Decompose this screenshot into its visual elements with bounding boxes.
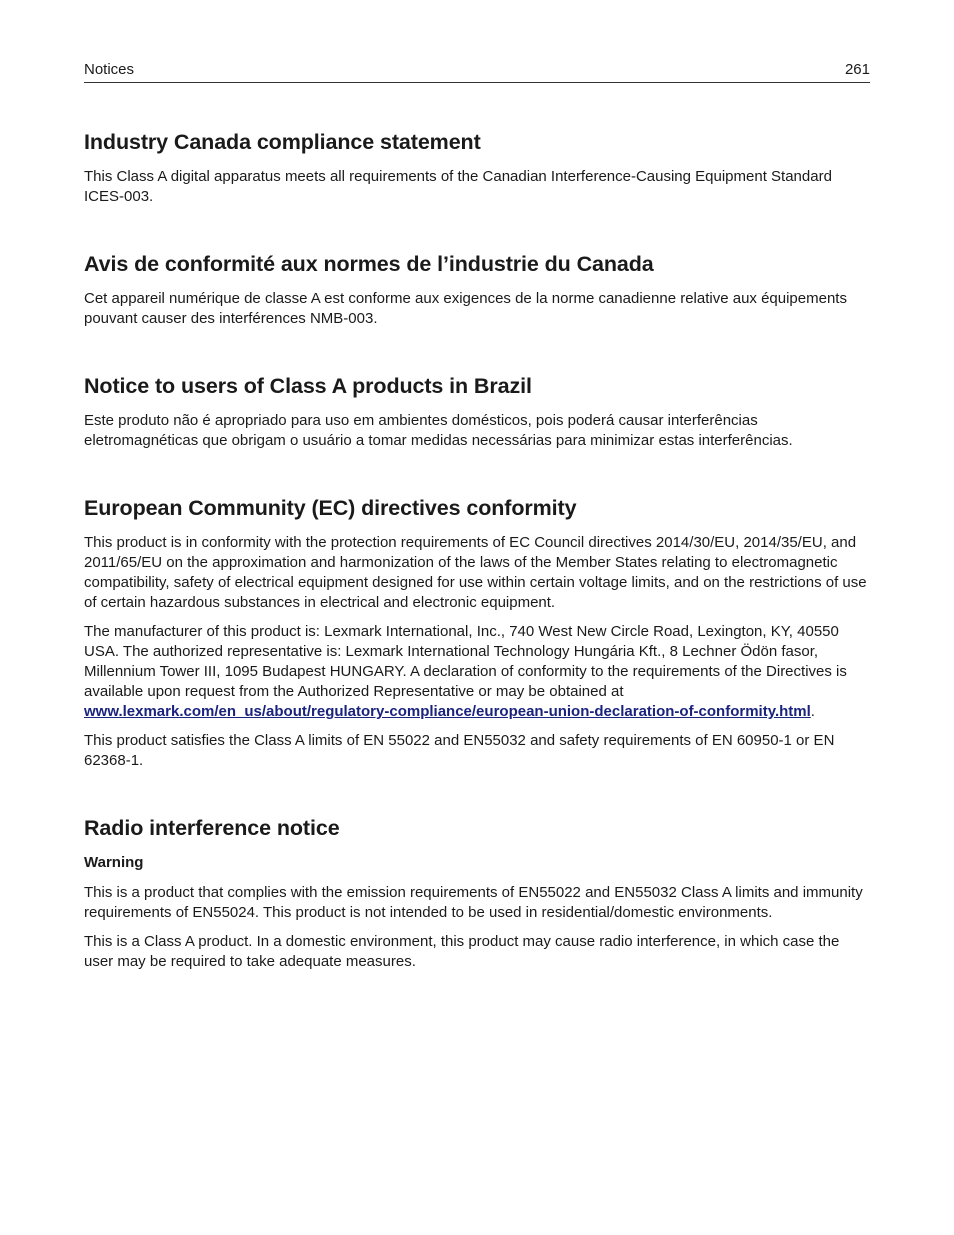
section-paragraph: This product is in conformity with the protection requirements of EC Council directives 2014/30/EU, 2014/35/EU, and 2011/65/EU on the approximation and harmonization of the laws of the Member States relating to electromagnetic compatibility, safety of electrical equipment designed for use within certain voltage limits, and on the restrictions of use of certain hazardous substances in electrical and electronic equipment. <box>84 534 867 611</box>
warning-subheading: Warning <box>84 854 144 871</box>
section-paragraph: This is a product that complies with the emission requirements of EN55022 and EN55032 Class A limits and immunity requirements of EN55024. This product is not intended to be used in residential/domestic environments. <box>84 884 863 921</box>
section-paragraph: This product satisfies the Class A limits of EN 55022 and EN55032 and safety requirements of EN 60950-1 or EN 62368-1. <box>84 732 835 769</box>
section-heading: Avis de conformité aux normes de l’industrie du Canada <box>84 252 654 276</box>
section-heading: Radio interference notice <box>84 816 340 840</box>
section-heading: European Community (EC) directives conformity <box>84 496 577 520</box>
section-radio-interference <box>84 814 870 972</box>
section-paragraph: This is a Class A product. In a domestic environment, this product may cause radio interference, in which case the user may be required to take adequate measures. <box>84 933 840 970</box>
link-suffix: . <box>810 703 815 720</box>
section-ec-directives <box>84 494 870 771</box>
header-section-name: Notices <box>84 61 135 78</box>
section-paragraph: Cet appareil numérique de classe A est conforme aux exigences de la norme canadienne relative aux équipements pouvant causer des interférences NMB-003. <box>84 290 847 327</box>
section-paragraph: Este produto não é apropriado para uso em ambientes domésticos, pois poderá causar interferências eletromagnéticas que obrigam o usuário a tomar medidas necessárias para minimizar estas interferências. <box>84 412 793 449</box>
declaration-of-conformity-link[interactable]: www.lexmark.com/en_us/about/regulatory-compliance/european-union-declaration-of-conformity.html <box>84 703 811 720</box>
running-header <box>84 61 870 83</box>
section-paragraph: This Class A digital apparatus meets all requirements of the Canadian Interference-Causing Equipment Standard ICES-003. <box>84 168 832 205</box>
section-heading: Notice to users of Class A products in Brazil <box>84 374 532 398</box>
section-avis-canada <box>84 250 870 329</box>
section-industry-canada <box>84 128 870 207</box>
document-body <box>84 128 870 981</box>
manufacturer-text: The manufacturer of this product is: Lexmark International, Inc., 740 West New Circle Road, Lexington, KY, 40550 USA. The authorized representative is: Lexmark International Technology Hungária Kft., 8 Lechner Ödön fasor, Millennium Tower III, 1095 Budapest HUNGARY. A declaration of conformity to the requirements of the Directives is available upon request from the Authorized Representative or may be obtained at <box>84 623 847 700</box>
section-heading: Industry Canada compliance statement <box>84 130 481 154</box>
section-brazil <box>84 372 870 451</box>
manufacturer-paragraph <box>84 622 870 722</box>
header-page-number: 261 <box>844 61 870 78</box>
